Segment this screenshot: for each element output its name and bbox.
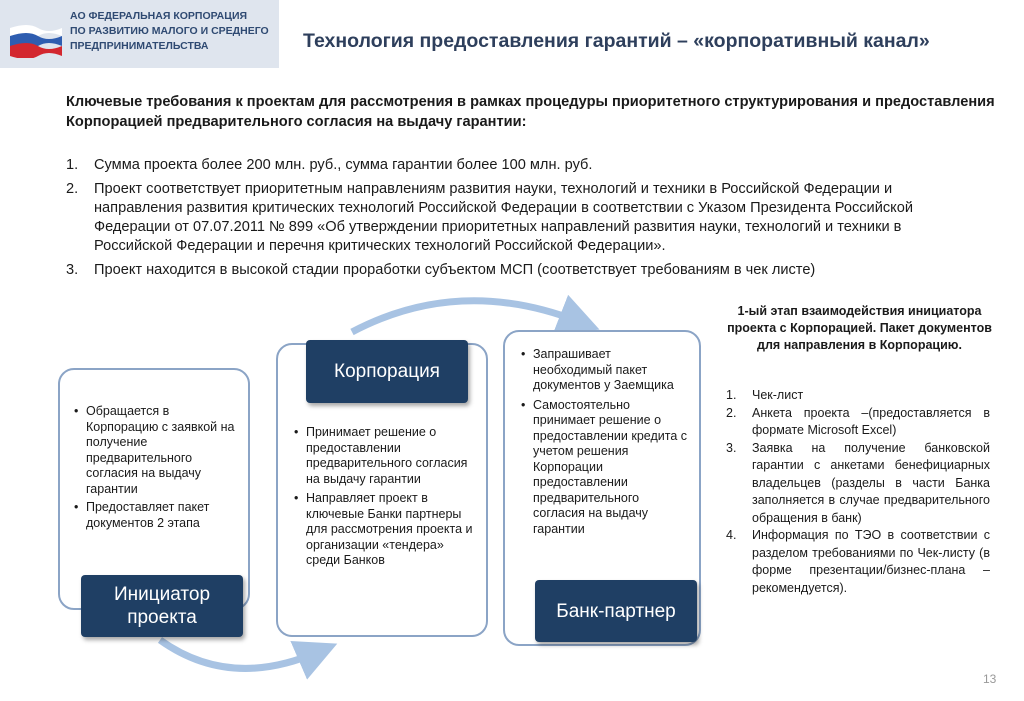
document-item: 2. Анкета проекта –(предоставляется в формате Microsoft Excel) (726, 405, 990, 437)
corporation-item: • Направляет проект в ключевые Банки партнеры для рассмотрения проекта и организации «тендера» среди Банков (294, 491, 473, 567)
corporation-label: Корпорация (306, 340, 468, 403)
initiator-item: • Обращается в Корпорацию с заявкой на получение предварительного согласия на выдачу гарантии (74, 404, 235, 496)
requirements-title: Ключевые требования к проектам для рассмотрения в рамках процедуры приоритетного структурирования и предоставления Корпорацией предварительного согласия на выдачу гарантии: (66, 94, 995, 130)
arrow-corporation-to-bank (352, 301, 580, 332)
documents-list (726, 387, 990, 597)
initiator-label: Инициатор проекта (81, 575, 243, 637)
stage-title: 1-ый этап взаимодействия инициатора проекта с Корпорацией. Пакет документов для направления в Корпорацию. (727, 304, 992, 352)
requirement-item: 1. Сумма проекта более 200 млн. руб., сумма гарантии более 100 млн. руб. (66, 157, 593, 173)
bank-item: • Запрашивает необходимый пакет документов у Заемщика (521, 347, 674, 392)
slide-title: Технология предоставления гарантий – «корпоративный канал» (303, 30, 930, 52)
bank-label: Банк-партнер (535, 580, 697, 642)
arrow-initiator-to-corporation (160, 640, 318, 668)
corporation-item: • Принимает решение о предоставлении предварительного согласия на выдачу гарантии (294, 425, 468, 486)
initiator-item: • Предоставляет пакет документов 2 этапа (74, 500, 210, 530)
page-number: 13 (983, 672, 997, 686)
organization-name: АО ФЕДЕРАЛЬНАЯ КОРПОРАЦИЯ ПО РАЗВИТИЮ МАЛОГО И СРЕДНЕГО ПРЕДПРИНИМАТЕЛЬСТВА (70, 10, 269, 52)
requirement-item: 2. Проект соответствует приоритетным направлениям развития науки, технологий и техники в Российской Федерации и направления развития критических технологий Российской Федерации в соответствии с Указом Президента Российской Федерации от 07.07.2011 № 899 «Об утверждении приоритетных направлений развития науки, технологий и техники в Российской Федерации и перечня критических технологий Российской Федерации». (66, 181, 913, 254)
initiator-card (58, 368, 250, 610)
document-item: 3. Заявка на получение банковской гарантии с анкетами бенефициарных владельцев (разделы в части Банка заполняется в случае предварительного обращения в банк) (726, 440, 990, 525)
bank-item: • Самостоятельно принимает решение о предоставлении кредита с учетом решения Корпорации предоставлении предварительного согласия на выдачу гарантии (521, 397, 688, 536)
document-item: 1. Чек-лист (726, 388, 804, 402)
document-item: 4. Информация по ТЭО в соответствии с разделом требованиями по Чек-листу (в форме презентации/бизнес-плана – рекомендуется). (726, 528, 990, 595)
requirement-item: 3. Проект находится в высокой стадии проработки субъектом МСП (соответствует требованиям в чек листе) (66, 262, 816, 278)
